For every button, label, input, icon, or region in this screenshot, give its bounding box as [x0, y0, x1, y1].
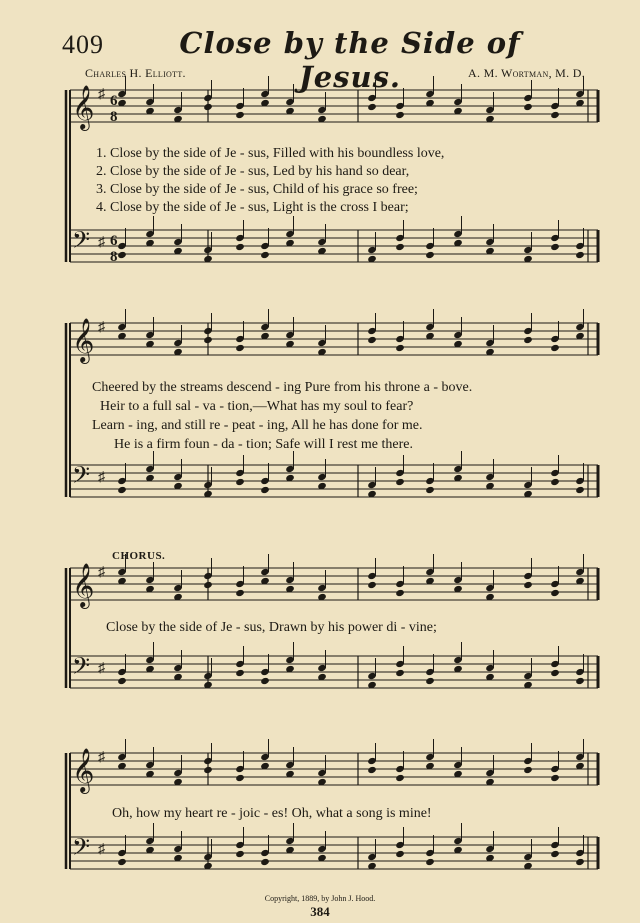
note-head [203, 581, 213, 589]
key-signature-sharp: ♯ [98, 750, 105, 765]
time-signature-top: 6 [110, 233, 118, 249]
key-signature-sharp: ♯ [98, 87, 105, 102]
note-head [550, 478, 560, 486]
note-head [550, 850, 560, 858]
note-head [395, 478, 405, 486]
note-head [575, 858, 585, 866]
verse-line: Heir to a full sal - va - tion,—What has my soul to fear? [100, 399, 414, 414]
key-signature-sharp: ♯ [98, 235, 105, 250]
note-head [235, 478, 245, 486]
note-head [235, 243, 245, 251]
time-signature-top: 6 [110, 93, 118, 109]
note-head [550, 774, 560, 782]
note-head [367, 103, 377, 111]
note-head [117, 251, 127, 259]
hymn-number: 409 [62, 30, 104, 59]
key-signature-sharp: ♯ [98, 661, 105, 676]
key-signature-sharp: ♯ [98, 470, 105, 485]
chorus-line: Close by the side of Je - sus, Drawn by his power di - vine; [106, 620, 437, 635]
note-head [235, 344, 245, 352]
verse-line: 1. Close by the side of Je - sus, Filled with his boundless love, [96, 146, 445, 161]
note-head [117, 486, 127, 494]
verse-line: 4. Close by the side of Je - sus, Light is the cross I bear; [96, 200, 409, 215]
music-staff-2 [60, 315, 610, 515]
treble-clef: 𝄞 [72, 85, 95, 129]
verse-line: Learn - ing, and still re - peat - ing, All he has done for me. [92, 418, 423, 433]
note-head [425, 251, 435, 259]
treble-clef: 𝄞 [72, 318, 95, 362]
treble-clef: 𝄞 [72, 748, 95, 792]
note-head [367, 336, 377, 344]
treble-clef: 𝄞 [72, 563, 95, 607]
chorus-line: Oh, how my heart re - joic - es! Oh, what a song is mine! [112, 806, 432, 821]
hymn-title: Close by the Side of Jesus. [179, 26, 521, 94]
note-head [203, 103, 213, 111]
note-head [117, 677, 127, 685]
verse-line: 2. Close by the side of Je - sus, Led by his hand so dear, [96, 164, 410, 179]
key-signature-sharp: ♯ [98, 842, 105, 857]
bass-clef: 𝄢 [72, 226, 91, 259]
note-head [235, 850, 245, 858]
note-head [235, 774, 245, 782]
copyright-notice: Copyright, 1889, by John J. Hood. [264, 894, 376, 903]
note-head [523, 766, 533, 774]
note-head [523, 103, 533, 111]
note-head [425, 858, 435, 866]
note-head [367, 581, 377, 589]
time-signature-bottom: 8 [110, 249, 118, 265]
note-head [395, 243, 405, 251]
note-head [575, 486, 585, 494]
key-signature-sharp: ♯ [98, 565, 105, 580]
note-head [203, 766, 213, 774]
note-head [523, 581, 533, 589]
note-head [203, 336, 213, 344]
note-head [395, 774, 405, 782]
bass-clef: 𝄢 [72, 833, 91, 866]
time-signature-bottom: 8 [110, 109, 118, 125]
lyricist-credit: Charles H. Elliott. [85, 66, 186, 80]
note-head [550, 589, 560, 597]
note-head [117, 858, 127, 866]
page-number: 384 [310, 904, 330, 919]
verse-line: He is a firm foun - da - tion; Safe will I rest me there. [114, 437, 413, 452]
note-head [550, 669, 560, 677]
note-head [425, 677, 435, 685]
note-head [235, 589, 245, 597]
note-head [575, 251, 585, 259]
note-head [425, 486, 435, 494]
bass-clef: 𝄢 [72, 461, 91, 494]
note-head [550, 111, 560, 119]
note-head [260, 251, 270, 259]
key-signature-sharp: ♯ [98, 320, 105, 335]
note-head [395, 111, 405, 119]
note-head [395, 669, 405, 677]
music-system-2 [60, 315, 610, 515]
note-head [367, 766, 377, 774]
note-head [260, 486, 270, 494]
note-head [235, 111, 245, 119]
note-head [395, 344, 405, 352]
verse-line: Cheered by the streams descend - ing Pure from his throne a - bove. [92, 380, 473, 395]
note-head [395, 589, 405, 597]
bass-clef: 𝄢 [72, 652, 91, 685]
note-head [550, 243, 560, 251]
note-head [260, 858, 270, 866]
note-head [395, 850, 405, 858]
note-head [523, 336, 533, 344]
composer-credit: A. M. Wortman, M. D. [468, 66, 585, 80]
chorus-label: CHORUS. [112, 550, 166, 562]
note-head [260, 677, 270, 685]
verse-line: 3. Close by the side of Je - sus, Child of his grace so free; [96, 182, 418, 197]
note-head [235, 669, 245, 677]
note-head [550, 344, 560, 352]
note-head [575, 677, 585, 685]
